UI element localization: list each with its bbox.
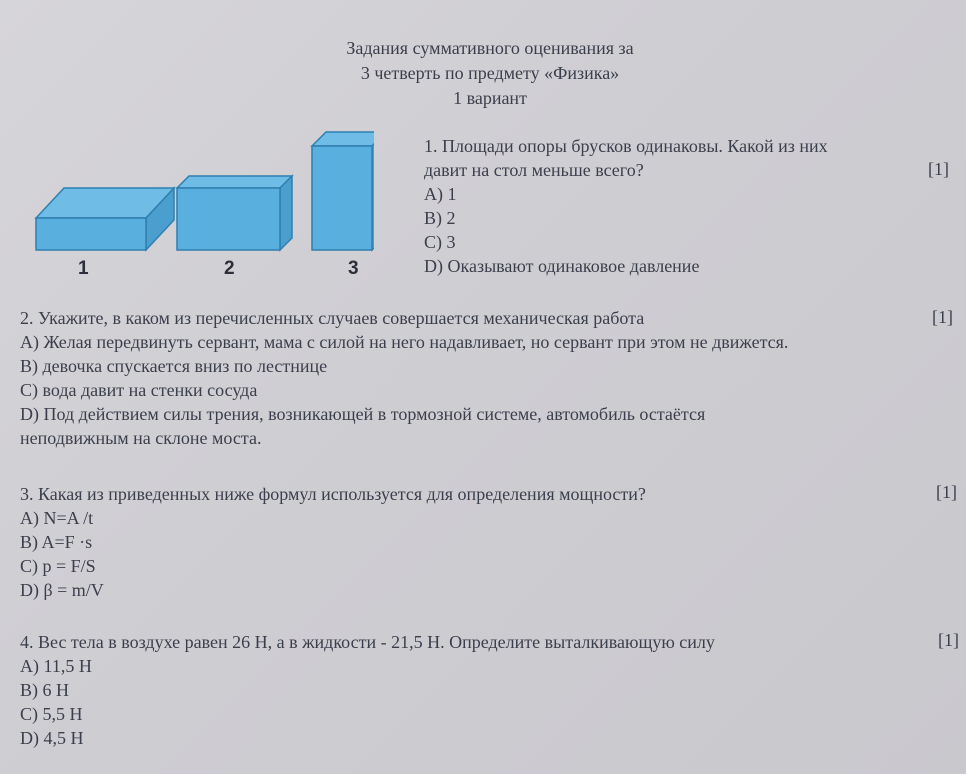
- question-2-option-b: B) девочка спускается вниз по лестнице: [20, 356, 328, 376]
- question-1-option-b: B) 2: [424, 208, 456, 228]
- header-line-2: 3 четверть по предмету «Физика»: [360, 63, 620, 83]
- question-2-option-d: D) Под действием силы трения, возникающей в тормозной системе, автомобиль остаётся: [20, 404, 706, 424]
- question-4-option-b: B) 6 Н: [20, 680, 69, 700]
- question-3-option-b: B) A=F ·s: [20, 532, 93, 552]
- block-label-2: 2: [224, 258, 235, 279]
- question-1-option-d: D) Оказывают одинаковое давление: [424, 256, 700, 276]
- question-2: [20, 306, 788, 450]
- question-4-score: [1]: [938, 630, 959, 650]
- worksheet-header: [220, 36, 760, 111]
- block-label-1: 1: [78, 258, 89, 279]
- question-4-text: 4. Вес тела в воздухе равен 26 Н, а в жидкости - 21,5 Н. Определите выталкивающую силу: [20, 632, 715, 652]
- block-3: [312, 132, 374, 250]
- question-4-option-d: D) 4,5 Н: [20, 728, 84, 748]
- header-line-3: 1 вариант: [453, 88, 527, 108]
- question-3-option-a: A) N=A /t: [20, 508, 94, 528]
- block-label-3: 3: [348, 258, 359, 279]
- question-2-option-a: A) Желая передвинуть сервант, мама с силой на него надавливает, но сервант при этом не движется.: [20, 332, 789, 352]
- question-1-text-line-1: 1. Площади опоры брусков одинаковы. Какой из них: [424, 136, 828, 156]
- question-4-option-a: A) 11,5 Н: [20, 656, 92, 676]
- question-4-option-c: C) 5,5 Н: [20, 704, 83, 724]
- question-2-option-c: C) вода давит на стенки сосуда: [20, 380, 258, 400]
- question-1-option-a: A) 1: [424, 184, 457, 204]
- question-3-score: [1]: [936, 482, 957, 502]
- question-1: [424, 134, 828, 278]
- question-3: [20, 482, 646, 602]
- question-1-score: [1]: [928, 159, 949, 179]
- question-2-option-d-continued: неподвижным на склоне моста.: [20, 428, 262, 448]
- block-2: [177, 176, 292, 250]
- question-2-score: [1]: [932, 307, 953, 327]
- block-1: [36, 188, 174, 250]
- question-2-text: 2. Укажите, в каком из перечисленных случаев совершается механическая работа: [20, 308, 645, 328]
- question-1-text-line-2: давит на стол меньше всего?: [424, 160, 644, 180]
- question-3-option-d: D) β = m/V: [20, 580, 104, 600]
- question-1-option-c: C) 3: [424, 232, 456, 252]
- blocks-figure: [34, 128, 374, 283]
- question-4: [20, 630, 715, 750]
- question-3-option-c: C) p = F/S: [20, 556, 96, 576]
- question-3-text: 3. Какая из приведенных ниже формул используется для определения мощности?: [20, 484, 646, 504]
- header-line-1: Задания суммативного оценивания за: [346, 38, 634, 58]
